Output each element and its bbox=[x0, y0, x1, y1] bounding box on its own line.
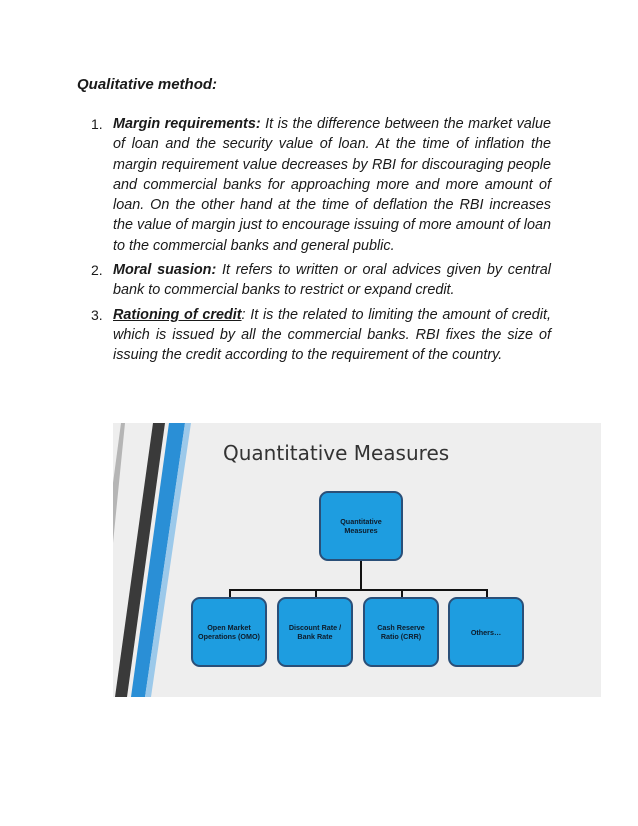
root-node: Quantitative Measures bbox=[319, 491, 403, 561]
list-text: : It is the related to limiting the amount of credit, which is issued by all the commercial banks. RBI fixes the size of issuing the credit according to the requirement of the country. bbox=[113, 306, 551, 364]
list-number: 2. bbox=[91, 262, 103, 279]
page-heading: Qualitative method: bbox=[77, 76, 218, 93]
list-term: Moral suasion: bbox=[113, 262, 217, 279]
child-node-others: Others… bbox=[448, 597, 524, 667]
list-text: It refers to written or oral advices given by central bank to commercial banks to restrict or expand credit. bbox=[113, 262, 551, 299]
connector-child-4 bbox=[486, 589, 488, 597]
list-number: 1. bbox=[91, 116, 103, 132]
list-number: 3. bbox=[91, 306, 103, 323]
connector-child-2 bbox=[315, 589, 317, 597]
list-item bbox=[91, 114, 551, 256]
quantitative-measures-slide bbox=[113, 423, 601, 697]
list-item bbox=[91, 260, 551, 301]
list-term: Margin requirements: bbox=[113, 116, 261, 132]
list-item bbox=[91, 305, 551, 366]
slide-title: Quantitative Measures bbox=[223, 441, 450, 465]
child-node-discount-rate: Discount Rate / Bank Rate bbox=[277, 597, 353, 667]
connector-child-1 bbox=[229, 589, 231, 597]
list-text: It is the difference between the market value of loan and the security value of loan. At the time of inflation the margin requirement value decreases by RBI for discouraging people and commercial banks for approaching more and more amount of loan. On the other hand at the time of deflation the RBI increases the value of margin just to encourage issuing of more amount of loan to the commercial banks and general public. bbox=[113, 116, 551, 254]
connector-child-3 bbox=[401, 589, 403, 597]
connector-vertical-root bbox=[360, 561, 362, 590]
qualitative-method-list bbox=[91, 114, 551, 370]
child-node-crr: Cash Reserve Ratio (CRR) bbox=[363, 597, 439, 667]
child-node-omo: Open Market Operations (OMO) bbox=[191, 597, 267, 667]
connector-horizontal bbox=[229, 589, 488, 591]
slide-stripe-gray bbox=[113, 423, 125, 543]
list-term: Rationing of credit bbox=[113, 306, 242, 323]
